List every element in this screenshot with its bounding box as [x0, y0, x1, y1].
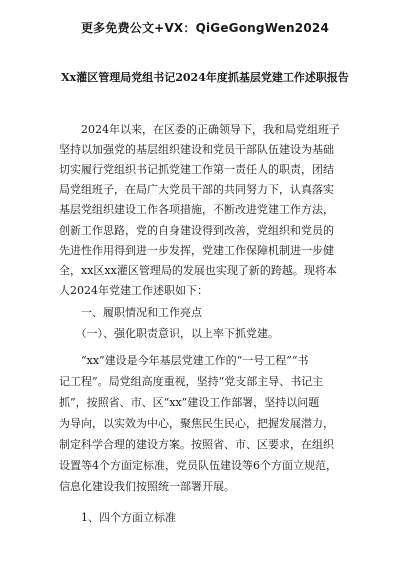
body-line: 记工程”。局党组高度重视，坚持“党支部主导、书记主 — [59, 375, 324, 388]
body-line: 人2024年党建工作述职如下： — [59, 284, 208, 297]
body-line: 坚持以加强党的基层组织建设和党员干部队伍建设为基础 — [59, 143, 334, 156]
body-line: 先进性作用得到进一步发挥，党建工作保障机制进一步健 — [59, 244, 334, 257]
section-heading: 一、履职情况和工作亮点 — [59, 306, 202, 319]
watermark-header: 更多免费公文+VX：QiGeGongWen2024 — [80, 21, 329, 35]
body-line: “xx”建设是今年基层党建工作的“一号工程”“书 — [59, 354, 309, 367]
list-item-heading: 1、四个方面立标准 — [59, 511, 176, 524]
body-line: 为导向，以实效为中心，聚焦民生民心，把握发展潜力， — [59, 417, 334, 430]
body-line: 创新工作思路，党的自身建设得到改善，党组织和党员的 — [59, 224, 334, 237]
body-line: 设置等4个方面定标准，党员队伍建设等6个方面立规范， — [59, 459, 337, 472]
body-line: 制定科学合理的建设方案。按照省、市、区要求，在组织 — [59, 438, 334, 451]
body-line: 基层党组织建设工作各项措施，不断改进党建工作方法， — [59, 203, 334, 216]
subsection-heading: （一）、强化职责意识，以上率下抓党建。 — [59, 327, 279, 340]
body-line: 切实履行党组织书记抓党建工作第一责任人的职责，团结 — [59, 163, 334, 176]
body-line: 信息化建设我们按照统一部署开展。 — [59, 480, 235, 493]
document-title: Xx灌区管理局党组书记2024年度抓基层党建工作述职报告 — [61, 71, 349, 84]
body-line: 2024年以来，在区委的正确领导下，我和局党组班子 — [59, 123, 340, 136]
body-line: 局党组班子，在局广大党员干部的共同努力下，认真落实 — [59, 183, 334, 196]
body-line: 抓”，按照省、市、区“xx”建设工作部署，坚持以问题 — [59, 396, 320, 409]
body-line: 全，xx区xx灌区管理局的发展也实现了新的跨越。现将本 — [59, 264, 337, 277]
